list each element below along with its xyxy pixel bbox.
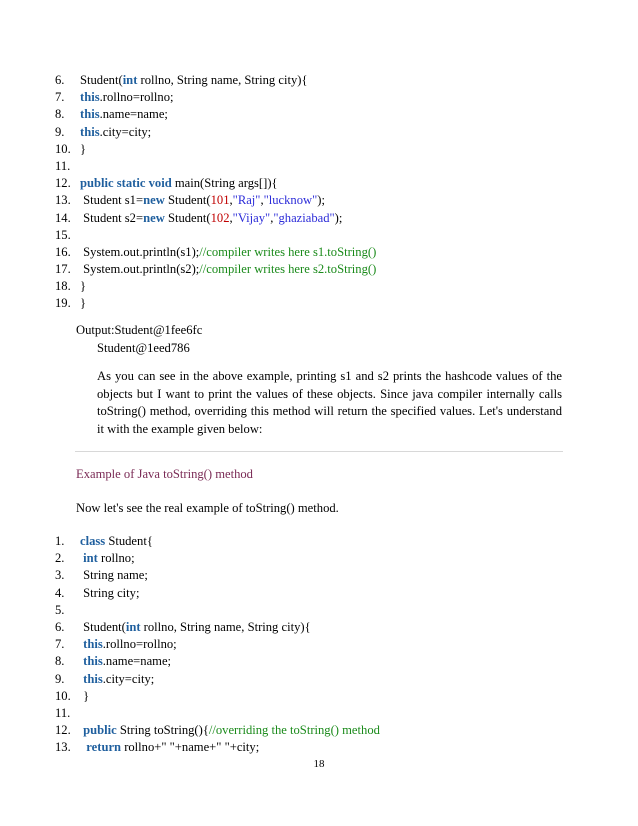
line-number: 12. [55,176,71,191]
string-literal: "Vijay" [232,210,271,225]
string-literal: "lucknow" [263,193,318,208]
keyword: return [86,740,122,755]
section-divider [75,451,563,452]
code-token: Student s1= [80,193,144,208]
code-text [80,106,638,123]
line-number: 19. [55,296,71,311]
line-number: 11. [55,158,71,173]
code-token: ); [334,210,343,225]
line-number: 3. [55,568,65,583]
code-token: main(String args[]){ [171,176,278,191]
code-token: , [270,210,274,225]
line-number: 14. [55,210,71,225]
code-token: rollno+" "+name+" "+city; [121,740,260,755]
output-line-1: Output:Student@1fee6fc [76,323,203,337]
keyword: this [80,107,100,122]
line-number: 18. [55,279,71,294]
code-token: .city=city; [99,124,152,139]
keyword: void [148,176,172,191]
keyword: public [80,176,114,191]
code-line [0,550,638,567]
code-text [80,295,638,312]
code-line [0,739,638,756]
code-line [0,72,638,89]
code-line [0,705,638,722]
keyword: this [83,637,103,652]
code-text [80,227,638,244]
code-token: .name=name; [102,654,172,669]
code-line [0,585,638,602]
section-heading: Example of Java toString() method [76,467,253,481]
code-text [80,705,638,722]
code-text [80,89,638,106]
code-token: Student( [164,210,211,225]
code-text [80,175,638,192]
line-number: 12. [55,723,71,738]
keyword: public [83,723,117,738]
line-number: 9. [55,124,65,139]
line-number: 7. [55,637,65,652]
line-number: 7. [55,90,65,105]
string-literal: "Raj" [232,193,261,208]
code-block-1 [0,72,638,313]
code-text [80,567,638,584]
code-token: } [80,279,87,294]
code-text [80,722,638,739]
line-number: 6. [55,619,65,634]
code-line [0,636,638,653]
code-token: rollno, String name, String city){ [140,619,311,634]
line-number: 13. [55,193,71,208]
code-text [80,192,638,209]
line-number: 6. [55,73,65,87]
code-token: Student( [164,193,211,208]
keyword: this [80,90,100,105]
number-literal: 102 [210,210,230,225]
code-line [0,227,638,244]
keyword: static [116,176,146,191]
code-block-2 [0,533,638,756]
code-token: } [80,688,90,703]
code-text [80,533,638,550]
code-token: String city; [80,585,140,600]
code-token: Student{ [105,534,153,548]
line-number: 8. [55,107,65,122]
code-text [80,619,638,636]
code-token: Student( [80,73,123,87]
code-token: Student s2= [80,210,144,225]
code-token: ); [317,193,325,208]
code-token: , [260,193,264,208]
comment: //compiler writes here s2.toString() [199,262,377,277]
code-line [0,722,638,739]
code-text [80,210,638,227]
keyword: this [83,671,103,686]
number-literal: 101 [210,193,230,208]
intro-paragraph: Now let's see the real example of toString() method. [76,501,339,515]
keyword: class [80,534,106,548]
code-line [0,192,638,209]
line-number: 17. [55,262,71,277]
code-line [0,210,638,227]
line-number: 10. [55,141,71,156]
keyword: this [83,654,103,669]
code-token: System.out.println(s2); [80,262,200,277]
code-text [80,158,638,175]
code-text [80,550,638,567]
code-line [0,261,638,278]
code-token: rollno; [97,551,135,566]
code-text [80,671,638,688]
code-line [0,671,638,688]
code-token: .rollno=rollno; [102,637,177,652]
code-line [0,141,638,158]
code-line [0,158,638,175]
line-number: 8. [55,654,65,669]
code-token: } [80,141,87,156]
keyword: int [125,619,141,634]
code-text [80,739,638,756]
line-number: 5. [55,602,65,617]
code-token: rollno, String name, String city){ [137,73,308,87]
code-token: String toString(){ [116,723,209,738]
line-number: 1. [55,534,65,548]
code-line [0,533,638,550]
code-line [0,295,638,312]
code-line [0,688,638,705]
line-number: 4. [55,585,65,600]
code-text [80,278,638,295]
code-token: .rollno=rollno; [99,90,174,105]
code-text [80,653,638,670]
line-number: 9. [55,671,65,686]
comment: //compiler writes here s1.toString() [199,244,377,259]
code-line [0,278,638,295]
keyword: new [143,193,165,208]
code-line [0,619,638,636]
line-number: 2. [55,551,65,566]
line-number: 10. [55,688,71,703]
comment: //overriding the toString() method [208,723,380,738]
code-token: } [80,296,87,311]
code-text [80,585,638,602]
code-line [0,124,638,141]
code-line [0,602,638,619]
line-number: 11. [55,705,71,720]
output-line-2: Student@1eed786 [97,341,190,355]
code-line [0,567,638,584]
keyword: int [122,73,138,87]
code-token: , [229,210,233,225]
keyword: int [83,551,98,566]
code-line [0,106,638,123]
code-text [80,72,638,89]
code-token: String name; [80,568,148,583]
string-literal: "ghaziabad" [273,210,335,225]
code-text [80,602,638,619]
keyword: this [80,124,100,139]
keyword: new [143,210,165,225]
explanation-paragraph: As you can see in the above example, printing s1 and s2 prints the hashcode values of the objects but I want to print the values of these objects. Since java compiler internally calls toString() method, overriding this method will return the specified values. Let's understand it with the example given below: [97,369,562,436]
page-number: 18 [313,758,325,770]
line-number: 16. [55,244,71,259]
code-text [80,124,638,141]
code-token: Student( [80,619,126,634]
code-line [0,653,638,670]
code-line [0,175,638,192]
code-token: .name=name; [99,107,168,122]
code-token: System.out.println(s1); [80,244,200,259]
code-line [0,89,638,106]
code-text [80,688,638,705]
code-token: .city=city; [102,671,155,686]
code-text [80,636,638,653]
code-text [80,141,638,158]
line-number: 15. [55,227,71,242]
line-number: 13. [55,740,71,755]
code-text [80,261,638,278]
code-text [80,244,638,261]
code-token: , [229,193,233,208]
code-line [0,244,638,261]
